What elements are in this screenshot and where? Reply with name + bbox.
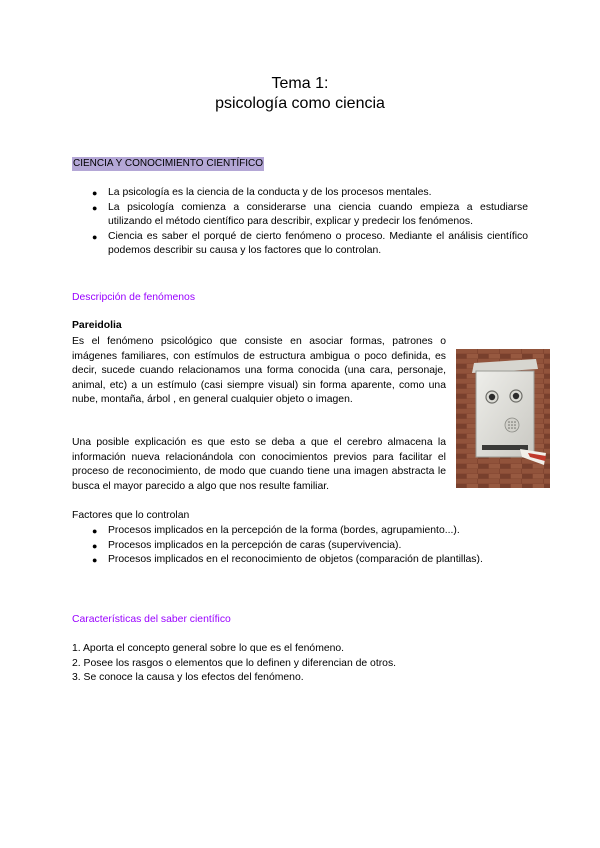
bullet-icon: ● <box>92 555 98 566</box>
list-item: 3. Se conoce la causa y los efectos del fenómeno. <box>72 672 304 684</box>
bullet-icon: ● <box>92 188 98 198</box>
list-item: ● La psicología es la ciencia de la conducta y de los procesos mentales. <box>72 186 528 201</box>
list-item: 2. Posee los rasgos o elementos que lo definen y diferencian de otros. <box>72 657 397 669</box>
list-item: ● La psicología comienza a considerarse una ciencia cuando empieza a estudiarse utilizando el método científico para describir, explicar y predecir los fenómenos. <box>92 201 528 228</box>
document-title-line2: psicología como ciencia <box>215 95 385 112</box>
section-heading-descripcion: Descripción de fenómenos <box>72 292 196 303</box>
list-item: ● Procesos implicados en el reconocimiento de objetos (comparación de plantillas). <box>72 553 542 568</box>
section-heading-ciencia: CIENCIA Y CONOCIMIENTO CIENTÍFICO <box>73 158 264 169</box>
bullet-icon: ● <box>92 526 98 536</box>
subheading-pareidolia: Pareidolia <box>72 320 122 331</box>
caracteristicas-numbered-list <box>72 642 396 686</box>
factors-bullet-list <box>72 524 542 568</box>
document-title-line1: Tema 1: <box>271 75 329 92</box>
pareidolia-mailbox-photo <box>456 349 550 488</box>
paragraph-pareidolia-definition: Es el fenómeno psicológico que consiste en asociar formas, patrones o imágenes familiares, con estímulos de estructura ambigua o poco definida, es decir, sucede cuando relacionamos una forma conocida (una cara, personaje, animal, etc) a un estímulo (casi siempre visual) sin forma aparente, como una nube, montaña, árbol , en general cualquier objeto o imagen. <box>72 336 446 406</box>
bullet-icon: ● <box>92 202 98 213</box>
list-item: ● Procesos implicados en la percepción de caras (supervivencia). <box>72 539 542 554</box>
bullet-icon: ● <box>92 540 98 551</box>
list-item: 1. Aporta el concepto general sobre lo que es el fenómeno. <box>72 643 345 654</box>
bullet-icon: ● <box>92 231 98 242</box>
factors-label: Factores que lo controlan <box>72 510 190 521</box>
section-heading-caracteristicas: Características del saber científico <box>72 614 231 625</box>
paragraph-pareidolia-explanation: Una posible explicación es que esto se deba a que el cerebro almacena la información nueva relacionándola con conocimientos previos para facilitar el proceso de reconocimiento, de modo que cuando tiene una imagen abstracta le busca el mayor parecido a algo que nos resulte familiar. <box>72 437 446 492</box>
ciencia-bullet-list <box>72 186 528 259</box>
list-item: ● Ciencia es saber el porqué de cierto fenómeno o proceso. Mediante el análisis científico podemos describir su causa y los factores que lo controlan. <box>92 230 528 257</box>
list-item: ● Procesos implicados en la percepción de la forma (bordes, agrupamiento...). <box>72 524 542 539</box>
